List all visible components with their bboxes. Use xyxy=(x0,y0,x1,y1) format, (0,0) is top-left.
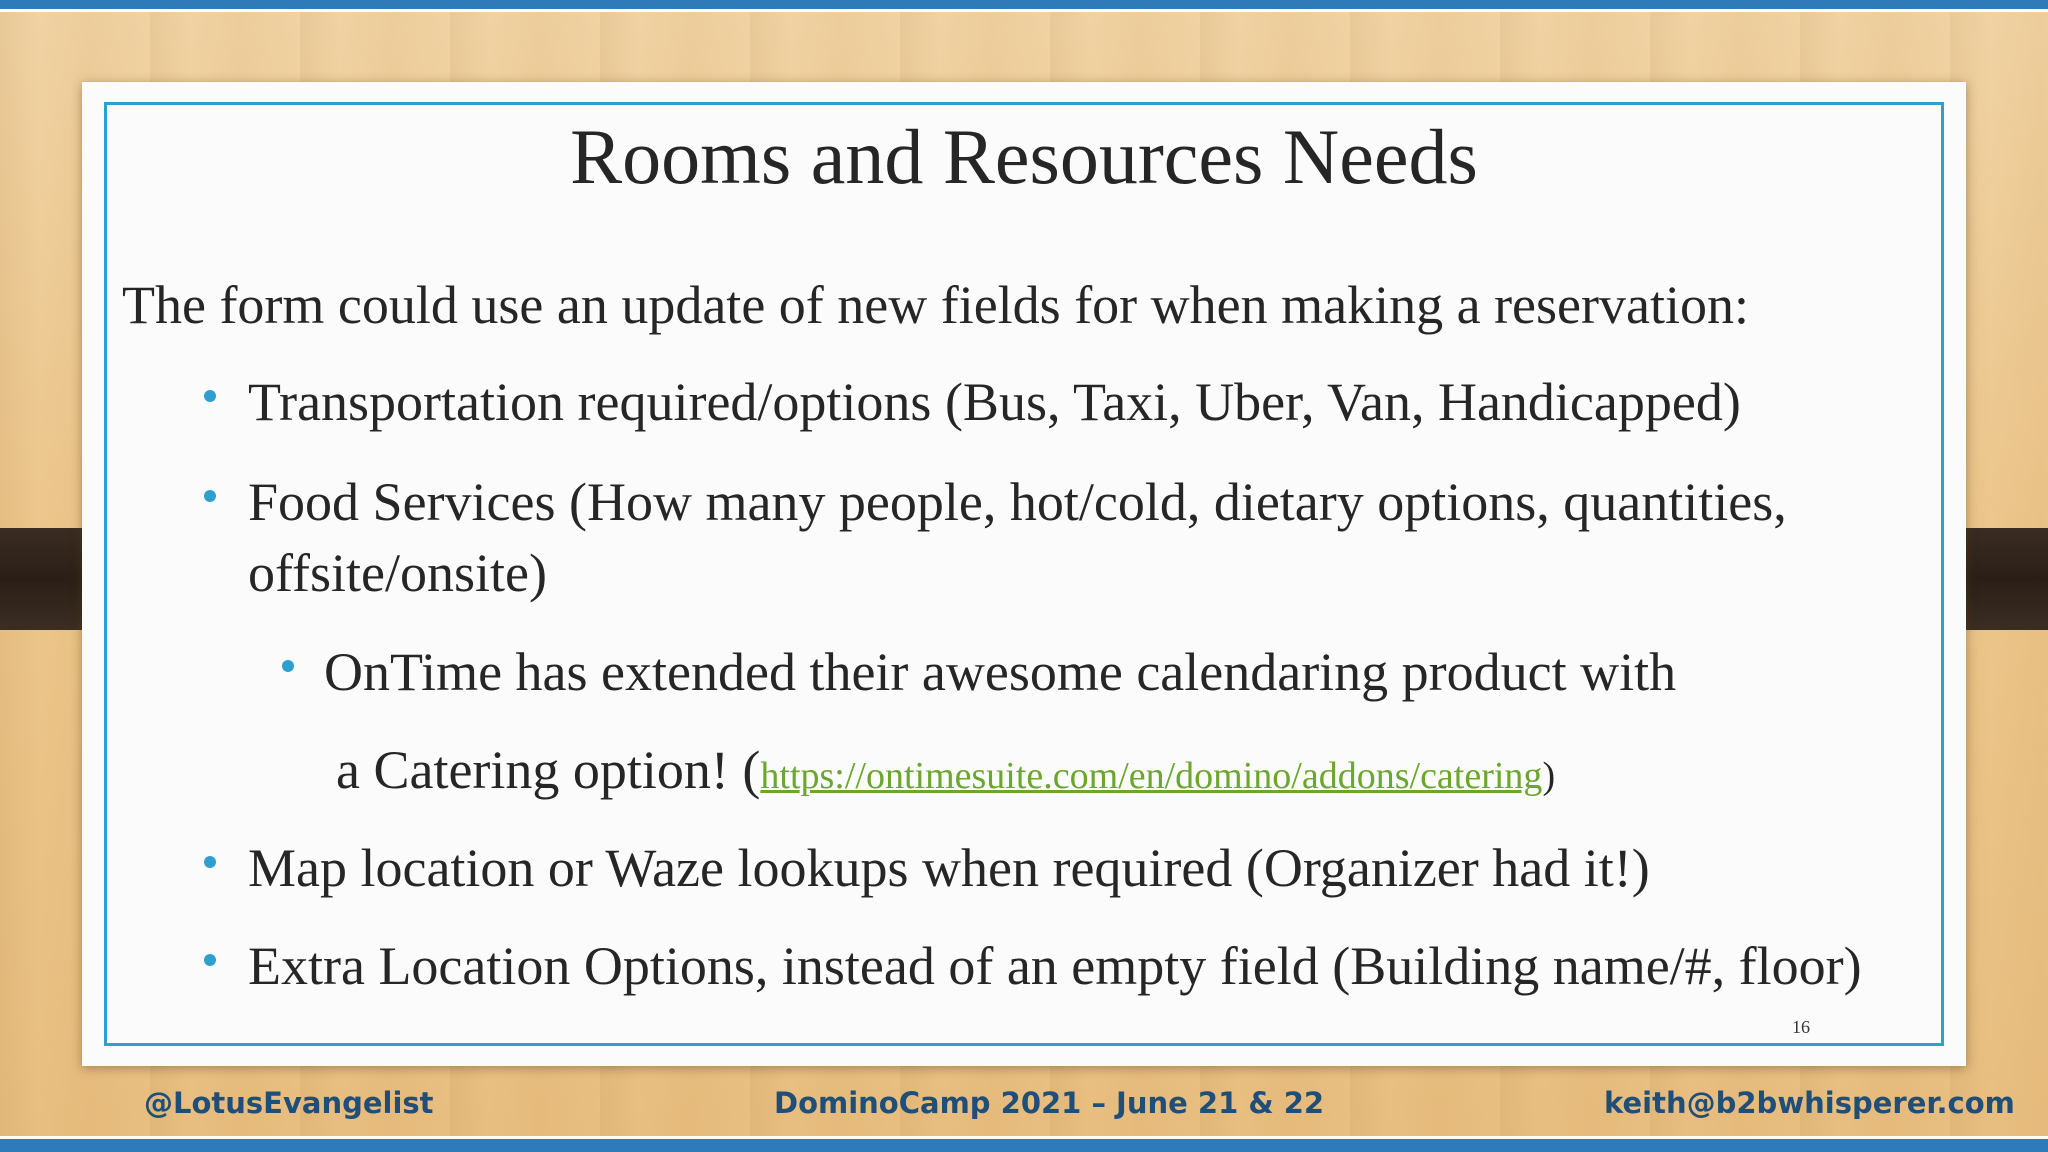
bullet-food-services-line2: offsite/onsite) xyxy=(248,543,547,603)
bottom-blue-bar xyxy=(0,1136,2048,1152)
footer-twitter-handle: @LotusEvangelist xyxy=(144,1086,434,1120)
page-number: 16 xyxy=(1792,1017,1810,1037)
bullet-food-services-line1: Food Services (How many people, hot/cold, dietary options, quantities, xyxy=(248,472,1787,532)
catering-prefix: a Catering option! ( xyxy=(336,740,761,800)
bullet-extra-location: Extra Location Options, instead of an empty field (Building name/#, floor) xyxy=(248,936,1862,996)
bullet-transportation: Transportation required/options (Bus, Taxi, Uber, Van, Handicapped) xyxy=(248,372,1741,432)
bullet-dot-icon xyxy=(204,490,216,502)
bullet-dot-icon xyxy=(204,856,216,868)
footer-email: keith@b2bwhisperer.com xyxy=(1604,1086,2015,1120)
intro-text: The form could use an update of new fields for when making a reservation: xyxy=(122,275,1749,335)
sub-bullet-dot-icon xyxy=(282,660,294,672)
catering-link[interactable]: https://ontimesuite.com/en/domino/addons/catering xyxy=(760,755,1543,797)
top-blue-bar xyxy=(0,0,2048,12)
slide-title: Rooms and Resources Needs xyxy=(570,113,1478,200)
sub-bullet-ontime-line2 xyxy=(336,734,1555,812)
bullet-dot-icon xyxy=(204,954,216,966)
bullet-dot-icon xyxy=(204,390,216,402)
footer-event: DominoCamp 2021 – June 21 & 22 xyxy=(774,1086,1325,1120)
catering-suffix: ) xyxy=(1542,755,1556,797)
sub-bullet-ontime-line1: OnTime has extended their awesome calendaring product with xyxy=(324,642,1677,702)
bullet-map-location: Map location or Waze lookups when required (Organizer had it!) xyxy=(248,838,1650,898)
